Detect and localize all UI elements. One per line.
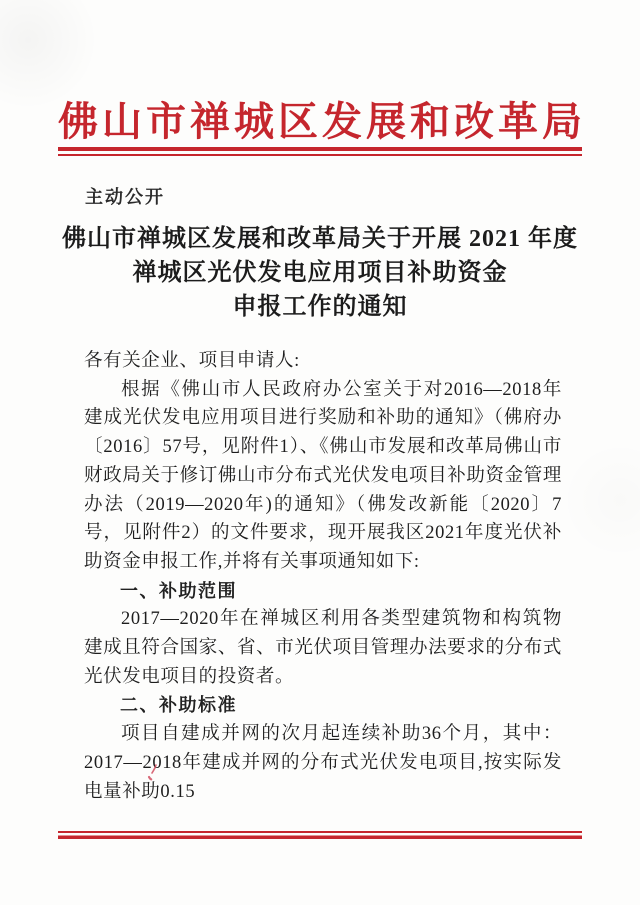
- footer-double-rule: [58, 831, 582, 839]
- document-title-line-3: 申报工作的通知: [232, 294, 408, 320]
- letterhead-agency-name: 佛山市禅城区发展和改革局: [58, 99, 586, 144]
- paragraph-basis: 根据《佛山市人民政府办公室关于对2016—2018年建成光伏发电应用项目进行奖励和补助的通知》（佛府办〔2016〕57号，见附件1）、《佛山市发展和改革局佛山市财政局关于修订佛山市分布式光伏发电项目补助资金管理办法（2019—2020年)的通知》（佛发改新能〔2020〕7号，见附件2）的文件要求，现开展我区2021年度光伏补助资金申报工作,并将有关事项通知如下:: [84, 379, 562, 572]
- salutation: 各有关企业、项目申请人:: [84, 351, 300, 371]
- section-heading-subsidy-scope: 一、补助范围: [120, 580, 237, 601]
- letterhead-double-rule: [58, 147, 582, 156]
- document-body: [84, 347, 562, 806]
- paragraph-subsidy-scope: 2017—2020年在禅城区利用各类型建筑物和构筑物建成且符合国家、省、市光伏项目管理办法要求的分布式光伏发电项目的投资者。: [84, 609, 562, 687]
- document-title-line-2: 禅城区光伏发电应用项目补助资金: [132, 260, 508, 286]
- paragraph-subsidy-standard: 项目自建成并网的次月起连续补助36个月，其中：2017—2018年建成并网的分布式光伏发电项目,按实际发电量补助0.15: [84, 724, 562, 802]
- disclosure-label: 主动公开: [85, 187, 165, 207]
- section-heading-subsidy-standard: 二、补助标准: [120, 695, 237, 716]
- red-pen-mark: [144, 762, 162, 784]
- document-title: [40, 222, 600, 324]
- document-title-line-1: 佛山市禅城区发展和改革局关于开展 2021 年度: [62, 226, 578, 252]
